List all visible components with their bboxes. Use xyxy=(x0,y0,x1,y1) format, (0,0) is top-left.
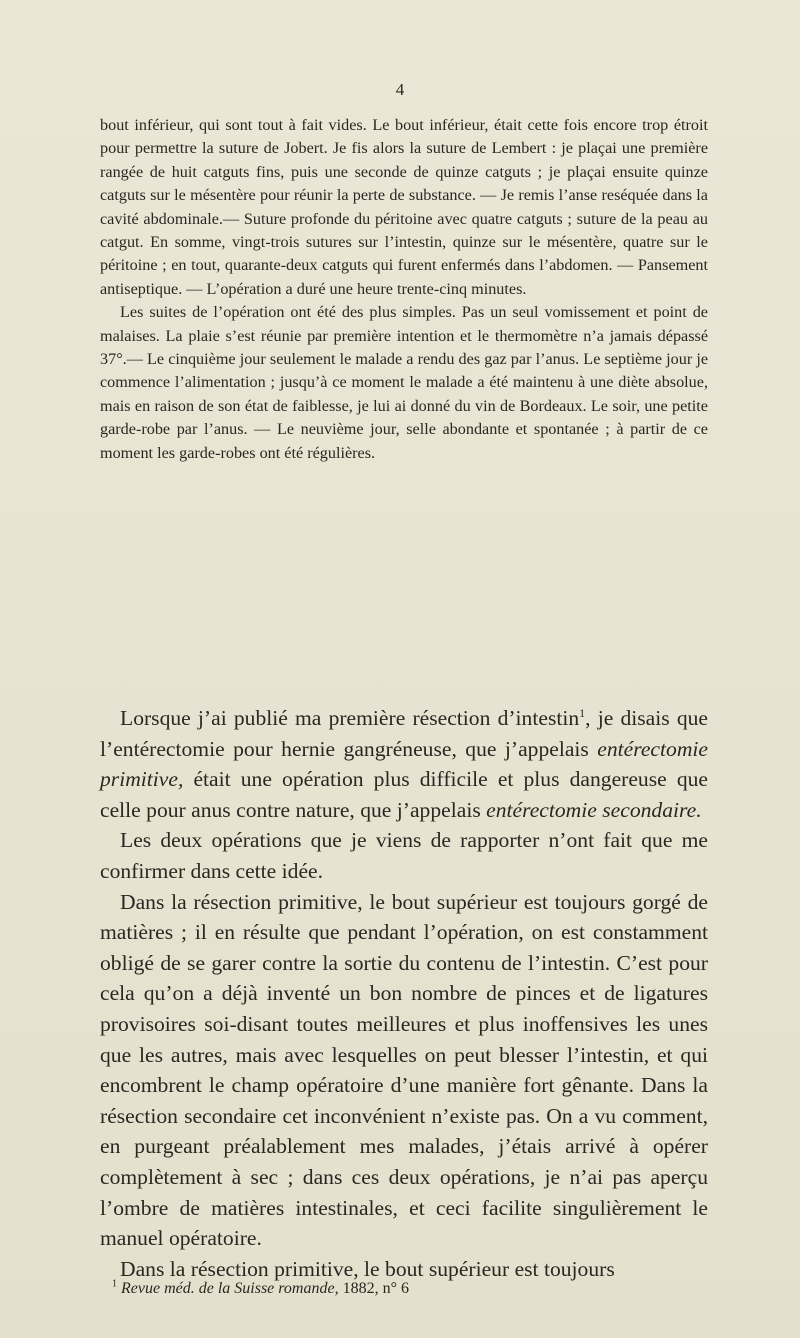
term-secondary-enterectomy: entérectomie secondaire. xyxy=(486,797,702,822)
paragraph-postoperative-course: Les suites de l’opération ont été des plus simples. Pas un seul vomissement et point de malaises. La plaie s’est réunie par première intention et le thermomètre n’a jamais dépassé 37°.— Le cinquième jour seulement le malade a rendu des gaz par l’anus. Le septième jour je commence l’alimentation ; jusqu’à ce moment le malade a été maintenu à une diète absolue, mais en raison de son état de faiblesse, je lui ai donné du vin de Bordeaux. Le soir, une petite garde-robe par l’anus. — Le neuvième jour, selle abondante et spontanée ; à partir de ce moment les garde-robes ont été régulières. xyxy=(100,303,708,462)
footnote-journal: Revue méd. de la Suisse romande, xyxy=(121,1280,339,1297)
discussion-text xyxy=(100,703,708,1284)
term-primary-enterectomy: entérectomie primitive, xyxy=(100,736,708,792)
footnote-marker: 1 xyxy=(112,1278,117,1290)
page-number: 4 xyxy=(395,80,405,99)
paragraph-continued: Dans la résection primitive, le bout supérieur est toujours xyxy=(120,1256,615,1281)
paragraph-operation-details: bout inférieur, qui sont tout à fait vides. Le bout inférieur, était cette fois encore trop étroit pour permettre la suture de Jobert. Je fis alors la suture de Lembert : je plaçai une première rangée de huit catguts fins, puis une seconde de quinze catguts ; je plaçai ensuite quinze catguts sur le mésentère pour réunir la perte de substance. — Je remis l’anse reséquée dans la cavité abdominale.— Suture profonde du péritoine avec quatre catguts ; suture de la peau au catgut. En somme, vingt-trois sutures sur l’intestin, quinze sur le mésentère, quatre sur le péritoine ; en tout, quarante-deux catguts qui furent enfermés dans l’abdomen. — Pansement antiseptique. — L’opération a duré une heure trente-cinq minutes. xyxy=(100,116,708,298)
paragraph-primary-resection: Dans la résection primitive, le bout supérieur est toujours gorgé de matières ; il en résulte que pendant l’opération, on est constamment obligé de se garer contre la sortie du contenu de l’intestin. C’est pour cela qu’on a déjà inventé un bon nombre de pinces et de ligatures provisoires soi-disant toutes meilleures et plus inoffensives les unes que les autres, mais avec lesquelles on peut blesser l’intestin, et qui encombrent le champ opératoire d’une manière fort gênante. Dans la résection secondaire cet inconvénient n’existe pas. On a vu comment, en purgeant préalablement mes malades, j’étais arrivé à opérer complètement à sec ; dans ces deux opérations, je n’ai pas aperçu l’ombre de matières intestinales, et ceci facilite singulièrement le manuel opératoire. xyxy=(100,889,708,1251)
text-run: Lorsque j’ai publié ma première résection d’intestin xyxy=(120,706,580,730)
text-run: , je disais que l’entérectomie pour hernie gangréneuse, que j’appelais xyxy=(100,706,708,761)
case-report-continuation xyxy=(100,114,708,465)
footnote xyxy=(112,1279,708,1299)
footnote-reference[interactable]: 1 xyxy=(579,705,586,720)
text-run: était une opération plus difficile et plus dangereuse que celle pour anus contre nature, que j’appelais xyxy=(100,767,708,822)
paragraph-confirmation: Les deux opérations que je viens de rapporter n’ont fait que me confirmer dans cette idée. xyxy=(100,828,708,883)
paragraph-first-resection xyxy=(100,703,708,825)
footnote-details: 1882, n° 6 xyxy=(342,1280,409,1297)
